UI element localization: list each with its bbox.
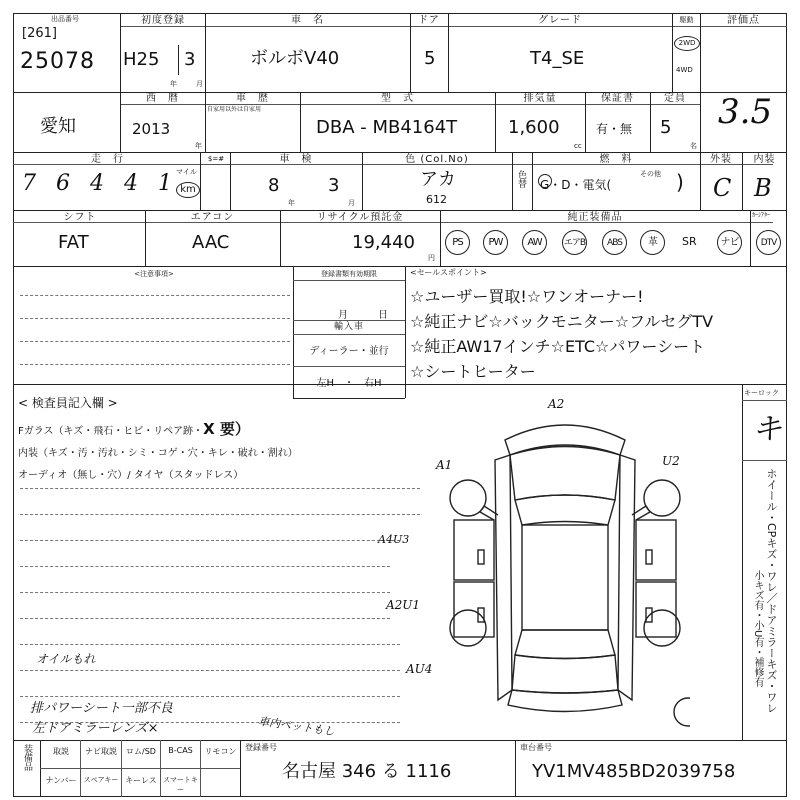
handwritten-note: オイルもれ xyxy=(36,652,96,666)
left-rear-door xyxy=(454,582,494,637)
right-front-wheel xyxy=(644,480,680,516)
plate-number: 名古屋 346 る 1116 xyxy=(282,761,452,782)
score-label: 評価点 xyxy=(727,15,760,26)
lot-label: 出品番号 xyxy=(51,15,79,23)
equipment-ps: PS xyxy=(445,230,470,255)
rear-window xyxy=(515,630,615,659)
seats-unit: 名 xyxy=(690,142,697,150)
row-divider xyxy=(13,152,787,153)
fuel-g-circle xyxy=(538,174,552,188)
mileage-digit: 1 xyxy=(158,171,172,196)
equipment-label: 純正装備品 xyxy=(567,212,623,223)
equipment-dtv: DTV xyxy=(756,230,781,255)
warranty-label: 保証書 xyxy=(601,93,634,104)
damage-mark: A1 xyxy=(436,458,453,472)
audio-line: オーディオ（無し・穴）/ タイヤ（スタッドレス） xyxy=(18,470,244,481)
key-mark: キ xyxy=(752,412,782,447)
body-type-sub: 自家用以外は自家用 xyxy=(207,106,262,113)
reg-day-unit: 日 xyxy=(378,310,388,321)
right-side xyxy=(618,455,635,700)
inspector-title: < 検査員記入欄 > xyxy=(18,396,118,410)
equipment-abs: ABS xyxy=(602,230,627,255)
drive-2wd-circled: 2WD xyxy=(674,36,700,51)
side-note: ホイール・CPキズ・ワレ／ドアミラーキズ・ワレ xyxy=(765,468,778,714)
mileage-unit-mile: マイル xyxy=(176,168,197,176)
equipment-sr: SR xyxy=(682,235,697,248)
equipment-pw: PW xyxy=(483,230,508,255)
model-label: 型 式 xyxy=(381,93,414,104)
prefecture: 愛知 xyxy=(40,116,76,137)
doors: 5 xyxy=(424,48,436,69)
drive-label: 駆動 xyxy=(679,16,694,24)
handwritten-note: 排パワーシート一部不良 xyxy=(30,701,173,716)
side-note-2: 小キズ有・小U有・補修有 xyxy=(752,570,763,688)
roof xyxy=(522,525,608,630)
car-name-label: 車 名 xyxy=(291,15,324,26)
footer-item: 取説 xyxy=(53,747,69,756)
lot-number: 25078 xyxy=(20,49,95,74)
equipment-airbag: エアB xyxy=(562,230,587,255)
sales-points-label: <セールスポイント> xyxy=(410,268,487,277)
handwritten-note: 車内ペットもし xyxy=(257,714,336,739)
recycle-fee: 19,440 xyxy=(352,232,415,253)
damage-mark: A4U3 xyxy=(378,533,410,546)
sales-point: ☆純正AW17インチ☆ETC☆パワーシート xyxy=(410,337,706,356)
month-unit-3: 月 xyxy=(348,199,355,207)
mileage-digit: 7 xyxy=(22,171,36,196)
fuel-label: 燃 料 xyxy=(599,154,633,165)
right-rear-door xyxy=(636,582,676,637)
equipment-aw: AW xyxy=(522,230,547,255)
damage-mark: A2U1 xyxy=(386,598,421,612)
inspection-month: 3 xyxy=(328,175,340,196)
exterior-grade: C xyxy=(713,174,732,202)
car-damage-diagram xyxy=(440,400,690,740)
seats-label: 定員 xyxy=(664,93,686,104)
row-divider xyxy=(13,210,787,211)
fuel-other: その他 xyxy=(640,170,661,178)
year-unit-3: 年 xyxy=(288,199,295,207)
meter-label: $=# xyxy=(207,155,225,163)
color-name: アカ xyxy=(420,169,456,190)
import-label: 輸入車 xyxy=(333,322,364,332)
grade-label: グレード xyxy=(538,15,582,26)
color-code: 612 xyxy=(426,193,447,206)
doors-label: ドア xyxy=(418,15,440,26)
reg-deadline-label: 登録書類有効期限 xyxy=(321,270,377,278)
front-bumper xyxy=(505,425,625,455)
theater-label: ｶｰｼｱﾀｰ xyxy=(752,212,771,219)
glass-line-text: Fガラス（キズ・飛石・ヒビ・リペア跡・ xyxy=(18,426,204,437)
exterior-label: 外装 xyxy=(710,154,732,165)
car-name: ボルボV40 xyxy=(250,48,340,69)
yen-unit: 円 xyxy=(428,254,435,262)
interior-grade: B xyxy=(754,174,772,202)
month-unit: 月 xyxy=(196,80,203,88)
fuel-options: G・D・電気( xyxy=(540,178,612,192)
grade: T4_SE xyxy=(530,48,585,69)
displacement-label: 排気量 xyxy=(523,93,557,104)
drive-4wd: 4WD xyxy=(676,66,693,74)
spare-wheel xyxy=(674,698,690,726)
vin: YV1MV485BD2039758 xyxy=(532,761,736,782)
mileage-unit-km: km xyxy=(176,182,200,198)
mileage-digit: 4 xyxy=(90,171,104,196)
year-unit: 年 xyxy=(170,80,177,88)
ac: AAC xyxy=(192,232,230,253)
caution-label: <注意事項> xyxy=(134,270,174,278)
handwritten-note: 左ドアミラーレンズ× xyxy=(32,721,159,736)
footer-item: ナンバー xyxy=(45,776,77,785)
left-front-wheel xyxy=(450,480,486,516)
box-code: [261] xyxy=(22,26,57,41)
interior-label: 内装 xyxy=(753,154,776,165)
shift: FAT xyxy=(58,232,89,253)
glass-mark: X 要） xyxy=(203,420,250,438)
western-year: 2013 xyxy=(132,120,171,138)
sales-point: ☆シートヒーター xyxy=(410,362,536,381)
right-rear-wheel xyxy=(644,610,680,646)
displacement: 1,600 xyxy=(508,117,560,138)
footer-item: リモコン xyxy=(204,747,237,756)
mileage-label: 走 行 xyxy=(91,154,124,165)
glass-line xyxy=(18,418,250,439)
color-label: 色 (Col.No) xyxy=(405,154,469,165)
shift-label: シフト xyxy=(63,212,97,223)
recolor-label: 色替 xyxy=(516,170,526,188)
hood xyxy=(510,447,620,501)
footer-item: ナビ取説 xyxy=(85,747,117,756)
left-side xyxy=(495,455,512,700)
mileage-digits xyxy=(22,171,172,196)
first-reg-label: 初度登録 xyxy=(141,15,185,26)
right-front-door xyxy=(636,520,676,580)
windshield xyxy=(515,495,615,525)
sales-point: ☆純正ナビ☆バックモニター☆フルセグTV xyxy=(410,312,714,331)
equipment-navi: ナビ xyxy=(717,230,742,255)
trunk xyxy=(512,655,618,693)
left-rear-wheel xyxy=(450,610,486,646)
dealer-label: ディーラー・並行 xyxy=(309,346,389,357)
left-front-door xyxy=(454,520,494,580)
warranty: 有・無 xyxy=(596,122,633,136)
ac-label: エアコン xyxy=(190,212,235,223)
mileage-digit: 6 xyxy=(56,171,70,196)
sales-points-list xyxy=(410,284,713,384)
key-label: キーロック xyxy=(744,389,779,397)
model-code: DBA - MB4164T xyxy=(316,117,458,138)
mileage-digit: 4 xyxy=(124,171,138,196)
first-reg-month: 3 xyxy=(184,49,196,70)
row-divider xyxy=(13,266,787,267)
western-year-label: 西 暦 xyxy=(146,93,179,104)
sales-point: ☆ユーザー買取!☆ワンオーナー! xyxy=(410,287,644,306)
year-unit-2: 年 xyxy=(195,142,202,150)
reg-month-unit: 月 xyxy=(338,310,348,321)
damage-mark: AU4 xyxy=(406,662,433,676)
damage-mark: U2 xyxy=(662,454,680,468)
score: 3.5 xyxy=(718,92,773,132)
vin-label: 車台番号 xyxy=(520,743,552,752)
recycle-label: リサイクル預託金 xyxy=(316,212,404,223)
equipment-leather: 革 xyxy=(640,230,665,255)
inspection-label: 車 検 xyxy=(279,154,313,165)
footer-item: キーレス xyxy=(125,776,157,785)
footer-item: スペアキー xyxy=(83,776,119,784)
interior-line: 内装（キズ・汚・汚れ・シミ・コゲ・穴・キレ・破れ・割れ） xyxy=(18,448,298,459)
first-reg-era-year: H25 xyxy=(123,49,160,70)
footer-item: スマートキー xyxy=(163,776,198,794)
cc-unit: cc xyxy=(574,142,582,150)
steering-label: 左H ・ 右H xyxy=(316,378,382,389)
footer-item: ロム/SD xyxy=(126,747,156,756)
fuel-close: ) xyxy=(676,170,684,194)
seats: 5 xyxy=(660,117,672,138)
rear-bumper xyxy=(508,690,622,712)
body-type-label: 車 歴 xyxy=(236,93,269,104)
footer-item: B-CAS xyxy=(168,746,193,755)
inspection-year: 8 xyxy=(268,175,280,196)
footer-section-label: 装備品 xyxy=(22,744,32,771)
row-divider xyxy=(13,740,787,741)
damage-mark: A2 xyxy=(548,397,565,411)
plate-label: 登録番号 xyxy=(245,743,277,752)
